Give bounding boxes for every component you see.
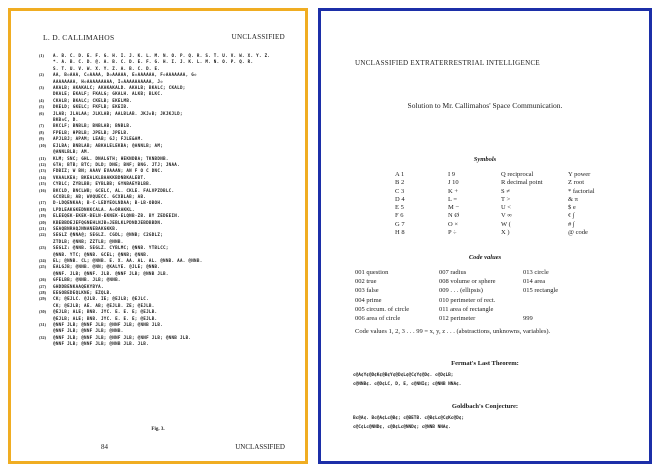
code-cell: 002 true bbox=[355, 278, 377, 286]
page-number: 84 bbox=[101, 443, 108, 451]
line-text: SEAQBNRAQJNNANEBAKGKKB. bbox=[53, 225, 118, 231]
symbol-cell: S ≠ bbox=[501, 187, 510, 195]
fermat-formula-line-2: c@NNB¢. c@D¢LC, D, E, c@NNI¢; c@NNB NNA¢. bbox=[353, 382, 462, 387]
symbol-cell: E 5 bbox=[395, 204, 404, 212]
code-cell: 004 prime bbox=[355, 296, 382, 304]
line-text: LPDLEAKGKEDNKKCALA. A◇ORAKKL. bbox=[53, 206, 135, 212]
line-number: (14) bbox=[39, 174, 46, 180]
line-number: (32) bbox=[39, 334, 46, 340]
symbol-cell: P ÷ bbox=[448, 229, 457, 237]
code-cell: 003 false bbox=[355, 287, 379, 295]
line-text: GFELBB; @NNB. JLB; @NNB. bbox=[53, 277, 121, 283]
symbol-cell: V ∞ bbox=[501, 212, 512, 220]
line-text: @EJLB; ALE; BNB. JYC. E. E. E; @EJLB. bbox=[53, 309, 158, 315]
code-cell bbox=[523, 305, 613, 314]
line-number: (29) bbox=[39, 296, 46, 302]
line-text: CK; @EJLB; AE. AB; @EJLB. ZE; @EJLB. bbox=[53, 302, 155, 308]
line-text: DKELD; GKELC; FKFLB; EKEIB. bbox=[53, 104, 130, 110]
symbol-cell: F 6 bbox=[395, 212, 404, 220]
line-text: @EJLB; ALE; BNB. JYC. E. E. E; @EJLB. bbox=[53, 315, 158, 321]
fermat-heading: Fermat's Last Theorem: bbox=[451, 360, 519, 367]
line-number bbox=[39, 341, 53, 347]
symbol-cell: A 1 bbox=[395, 171, 405, 178]
symbol-cell: Q reciprocal bbox=[501, 171, 534, 178]
line-number: (15) bbox=[39, 181, 46, 187]
line-text: BKB∩C, D. bbox=[53, 117, 79, 123]
line-number: (11) bbox=[39, 155, 46, 161]
line-number: (7) bbox=[39, 123, 44, 129]
line-number: (9) bbox=[39, 136, 44, 142]
goldbach-formula-line-2: c@C¢Lc@NND¢, c@D¢Lc@NND¢; c@NNB NNA¢. bbox=[353, 425, 451, 430]
line-text: JLAB; JLALAA; JLKLAB; AALBLAB. JKJ∩B; JKJKJLD; bbox=[53, 110, 183, 116]
symbol-cell: & π bbox=[568, 195, 578, 203]
line-number: (1) bbox=[39, 53, 44, 58]
line-text: BKCLF; BNBLB; BNBLAB; BNBLB. bbox=[53, 123, 132, 129]
line-text: FDBIZ; W BN; AAAV EVAAAN; AN F O C DNC. bbox=[53, 168, 164, 174]
symbol-cell: B 2 bbox=[395, 179, 405, 187]
line-number: (24) bbox=[39, 258, 46, 263]
symbol-cell: L = bbox=[448, 195, 458, 203]
goldbach-formula-line-1: Bc@A¢. Bc@A¢Lc@B¢; c@BETB. c@B¢Lc@C¢Kc@D¢; bbox=[353, 416, 465, 421]
symbols-table bbox=[395, 171, 595, 237]
goldbach-heading: Goldbach's Conjecture: bbox=[451, 403, 519, 410]
symbol-cell: @ code bbox=[568, 229, 588, 237]
symbol-cell: K + bbox=[448, 187, 458, 195]
line-number: (3) bbox=[39, 85, 44, 91]
code-row bbox=[355, 296, 635, 305]
symbol-cell: $ e bbox=[568, 204, 576, 212]
code-cell: 014 area bbox=[523, 278, 546, 286]
symbol-cell: J 10 bbox=[448, 179, 459, 187]
code-cell: 010 perimeter of rect. bbox=[439, 296, 496, 304]
code-cell: 011 area of rectangle bbox=[439, 305, 494, 313]
code-cell: 008 volume or sphere bbox=[439, 278, 496, 286]
line-text: KBEBBDEJEFQGNEHLNJB◇JEBLKLPDNDJEBDBBDN. bbox=[53, 219, 164, 225]
code-cell: 012 perimeter bbox=[439, 315, 476, 323]
line-text: @NNF JLB; @NNF JLB; @NNB. bbox=[53, 328, 124, 334]
footer-classification: UNCLASSIFIED bbox=[235, 443, 285, 451]
line-text: APJLBJ; APAM; LEAB; GJ; FJLE&AM. bbox=[53, 136, 144, 142]
line-number: (17) bbox=[39, 200, 46, 206]
symbol-cell: H 8 bbox=[395, 229, 405, 237]
line-text: GTA; BTB; BTC; DLD; DNE; BNF; BNG. JTJ; JNAA. bbox=[53, 161, 180, 167]
line-number: (12) bbox=[39, 161, 46, 167]
symbol-row bbox=[395, 204, 595, 212]
code-cell: 013 circle bbox=[523, 269, 549, 276]
left-document-page bbox=[8, 8, 308, 464]
code-row bbox=[355, 305, 635, 314]
code-row bbox=[355, 314, 635, 323]
code-cell: 015 rectangle bbox=[523, 287, 559, 295]
symbol-cell: C 3 bbox=[395, 187, 405, 195]
line-text: AA, B◇AAA, C◇AAAA, D◇AAAAA, E◇AAAAAA, F◇AAAAAAA, G◇ bbox=[53, 72, 197, 78]
symbol-row bbox=[395, 212, 595, 220]
right-page-header: UNCLASSIFIED EXTRATERRESTRIAL INTELLIGENCE bbox=[355, 59, 540, 67]
code-cell: 007 radius bbox=[439, 269, 467, 276]
line-number: (19) bbox=[39, 213, 46, 219]
line-text: EALGJB; @NNB. @NN; @KALYE. @JLE; @NNB. bbox=[53, 264, 161, 270]
line-text: @ANNLBLB; AM. bbox=[53, 149, 90, 155]
code-cell: 005 circum. of circle bbox=[355, 305, 410, 313]
line-text: ZTDLB; @NNB; ZZTLB; @NNB. bbox=[53, 238, 124, 244]
symbol-cell: * factorial bbox=[568, 187, 595, 195]
line-number: (22) bbox=[39, 232, 46, 238]
symbol-cell: W ( bbox=[501, 220, 511, 228]
line-number: (4) bbox=[39, 97, 44, 103]
line-text: EL; @NNB. CL; @NNB. E. X. AA. AL. AL. @NNB. AA. @NNB. bbox=[53, 258, 203, 263]
line-text: @NNF JLB; @NNF JLB; @NNF JLB; @NNF JLB; @NNB JLB. bbox=[53, 334, 192, 340]
symbol-cell: Y power bbox=[568, 171, 591, 178]
cipher-lines bbox=[39, 53, 287, 348]
code-row bbox=[355, 277, 635, 286]
line-text: VKAALKEA; BKEALKLBAAKKBDNBKALEBT. bbox=[53, 174, 147, 180]
line-number: (5) bbox=[39, 104, 44, 110]
code-cell: 001 question bbox=[355, 269, 389, 276]
symbol-cell: R decimal point bbox=[501, 179, 543, 187]
symbol-cell: M − bbox=[448, 204, 460, 212]
cipher-line bbox=[39, 341, 287, 347]
fermat-formula-line-1: c@A¢Y¢@D¢K¢@B¢Y¢@D¢L¢@C¢Y¢@D¢. c@D¢LB; bbox=[353, 373, 454, 378]
line-number: (6) bbox=[39, 110, 44, 116]
line-text: AKALB; AKAKALC; AKAKAKALD. AKALB; BKALC; CKALD; bbox=[53, 85, 186, 91]
line-number: (23) bbox=[39, 245, 46, 251]
line-text: @NNF. JLB; @NNF. JLB. @NNF JLB; @NNB JLB. bbox=[53, 270, 169, 276]
line-text: CK; @EJLC. @JLB. IE; @EJLB; @EJLC. bbox=[53, 296, 149, 302]
line-text: GHDDBENKAAQEKYBYA. bbox=[53, 283, 104, 289]
line-number: (28) bbox=[39, 290, 46, 296]
line-text: KLM; SNC; GHL. DNALGTH; HEKNDBA; TKNBDNB. bbox=[53, 155, 169, 161]
code-cell: 009 . . . (ellipsis) bbox=[439, 287, 483, 295]
line-text: @NNB. YTC; @NNB. GCEL; @NNB; @NNB. bbox=[53, 251, 149, 257]
symbol-cell: G 7 bbox=[395, 220, 405, 228]
symbols-heading: Symbols bbox=[473, 156, 497, 163]
line-number: (27) bbox=[39, 283, 46, 289]
line-number: (2) bbox=[39, 72, 44, 78]
line-number: (8) bbox=[39, 129, 44, 135]
line-number: (31) bbox=[39, 322, 46, 328]
line-text: ELEEQEK·EKEK·BELN·EKNEK·ELQNB·ZB. BY ZEDEEIN. bbox=[53, 213, 180, 219]
line-number: (26) bbox=[39, 277, 46, 283]
symbol-cell: T > bbox=[501, 195, 511, 203]
symbol-row bbox=[395, 171, 595, 179]
left-page-header bbox=[43, 33, 285, 42]
symbol-row bbox=[395, 229, 595, 237]
line-text: DKALE; EKALF; FKALG; GKALH. ALKB; BLKC. bbox=[53, 91, 164, 97]
symbol-cell: Z root bbox=[568, 179, 585, 187]
code-cell: 006 area of circle bbox=[355, 315, 401, 323]
symbol-cell: I 9 bbox=[448, 171, 456, 178]
line-text: @NNF JLB; @NNF JLB; @NNB JLB. JLB. bbox=[53, 341, 149, 347]
line-text: *. A. B. C. D. @. A. B. C. D. E. F. G. H. I. J. K. L. M. N. O. P. Q. R. bbox=[53, 59, 254, 65]
line-text: A. B. C. D. E. F. G. H. I. J. K. L. M. N. O. P. Q. R. S. T. U. V. W. X. Y. Z. bbox=[53, 53, 271, 58]
line-text: EEGOBEDEQLKNE; EZQLB. bbox=[53, 290, 113, 296]
line-number: (10) bbox=[39, 142, 46, 148]
line-text: GCXBLB; AB; WVQUECC. GCXBLAB; AB. bbox=[53, 193, 147, 199]
symbol-cell: ¢ ∫ bbox=[568, 212, 575, 220]
symbol-cell: N Ø bbox=[448, 212, 460, 220]
code-values-note: Code values 1, 2, 3 . . . 99 = x, y, z . . . (abstractions, unknowns, variables). bbox=[355, 328, 551, 335]
line-text: SEGLZ: @NNB. SEGLZ. CYBLMC; @NNB. YTBLCC; bbox=[53, 245, 169, 251]
line-number: (16) bbox=[39, 187, 46, 193]
right-document-page bbox=[318, 8, 652, 464]
line-number: (18) bbox=[39, 206, 46, 212]
code-cell: 999 bbox=[523, 315, 533, 323]
line-text: AAAAAAAA, H◇AAAAAAAAA, I◇AAAAAAAAAA, J◇ bbox=[53, 78, 164, 84]
symbol-row bbox=[395, 188, 595, 196]
line-number: (20) bbox=[39, 219, 46, 225]
symbol-cell: # ∫ bbox=[568, 220, 575, 228]
line-text: @NNF JLB; @NNF JLB; @NNF JLB; @NNB JLB. bbox=[53, 322, 164, 328]
figure-caption: Fig. 3. bbox=[151, 427, 165, 432]
line-text: FPELB; HPBLB; JPELB; JPELB. bbox=[53, 129, 130, 135]
symbol-cell: X ) bbox=[501, 229, 510, 237]
line-text: BKCLD, BNCLWB; GCELC, AL. CKLE. FALVPZDBLC. bbox=[53, 187, 175, 193]
line-number: (13) bbox=[39, 168, 46, 174]
line-text: EJLBA; BNBLAB; ABKALELEKBA; @ANNLB; AM; bbox=[53, 142, 164, 148]
line-number: (30) bbox=[39, 309, 46, 315]
code-row bbox=[355, 286, 635, 295]
symbol-cell: D 4 bbox=[395, 195, 405, 203]
author-name: L. D. CALLIMAHOS bbox=[43, 33, 115, 42]
symbol-row bbox=[395, 179, 595, 187]
code-cell bbox=[523, 296, 613, 305]
line-number: (25) bbox=[39, 264, 46, 270]
code-row bbox=[355, 268, 635, 277]
symbol-row bbox=[395, 221, 595, 229]
line-text: D·LDQENKAA; B·C·LEDYEOLNDAA; B·LB·OBOH. bbox=[53, 200, 164, 206]
symbol-row bbox=[395, 196, 595, 204]
code-values-table bbox=[355, 268, 635, 323]
header-classification: UNCLASSIFIED bbox=[231, 33, 285, 41]
line-text: SEGLZ @NNA@; SEGLZ. CGDL; @NNB; C2GDLZ; bbox=[53, 232, 164, 238]
line-text: CKALB; BKALC; CKELB; EKELMB. bbox=[53, 97, 132, 103]
code-values-heading: Code values bbox=[468, 254, 502, 261]
symbol-cell: U < bbox=[501, 204, 511, 212]
line-number: (21) bbox=[39, 225, 46, 231]
solution-title: Solution to Mr. Callimahos' Space Communication. bbox=[407, 101, 563, 110]
symbol-cell: O × bbox=[448, 220, 458, 228]
line-text: CYBLC; ZYBLBB; EYBLBB; GYNBAEYBLBB. bbox=[53, 181, 152, 187]
line-text: S. T. U. V. W. X. Y. Z. A. B. C. D. E. bbox=[53, 65, 161, 71]
